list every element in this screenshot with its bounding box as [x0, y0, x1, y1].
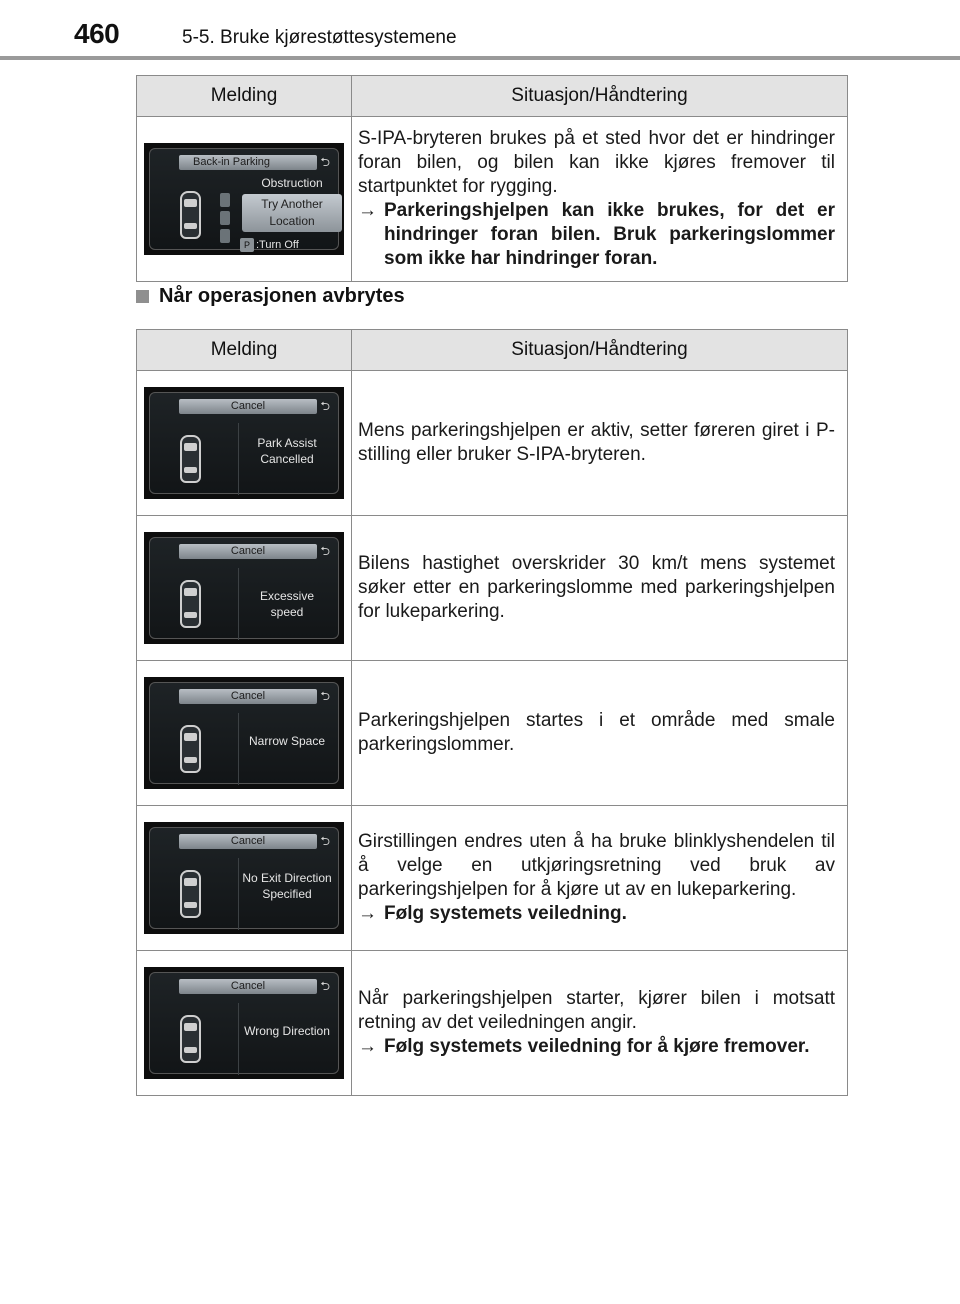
- situation-cell: [352, 117, 848, 282]
- header-rule: [0, 56, 960, 60]
- screen-frame: [149, 682, 339, 784]
- return-icon: ⮌: [320, 979, 330, 993]
- message-screen-cell: [137, 951, 352, 1096]
- arrow-icon: →: [358, 903, 377, 924]
- situation-cell: [352, 806, 848, 951]
- screen-message: Excessive speed: [259, 589, 315, 619]
- situation-cell: [352, 516, 848, 661]
- situation-cell: [352, 661, 848, 806]
- message-screen-cell: [137, 117, 352, 282]
- return-icon: ⮌: [320, 689, 330, 703]
- try-another-location-button: Try Another Location: [242, 194, 342, 232]
- action-text: Følg systemets veiledning for å kjøre fremover.: [384, 1036, 810, 1057]
- action-instruction: [358, 902, 835, 926]
- table-row: [137, 117, 848, 282]
- situation-text: Når parkeringshjelpen starter, kjører bilen i motsatt retning av det veiledningen angir.: [358, 988, 835, 1033]
- column-header-melding: Melding: [137, 330, 352, 371]
- table-row: [137, 661, 848, 806]
- arrow-icon: →: [358, 200, 377, 221]
- page-number: 460: [74, 18, 120, 49]
- return-icon: ⮌: [320, 544, 330, 558]
- message-screen-cell: [137, 516, 352, 661]
- subheading: [136, 285, 405, 308]
- message-screen-cell: [137, 661, 352, 806]
- screen-divider: [238, 713, 239, 785]
- screen-divider: [238, 423, 239, 495]
- screen-frame: [149, 148, 339, 250]
- screen-message: Wrong Direction: [244, 1024, 330, 1038]
- no-exit-direction-screen-image: [144, 822, 344, 934]
- screen-frame: [149, 827, 339, 929]
- screen-title-bar: Cancel: [179, 544, 317, 559]
- screen-title-bar: Back-in Parking: [179, 155, 317, 170]
- action-instruction: [358, 199, 835, 271]
- action-text: Følg systemets veiledning.: [384, 903, 627, 924]
- column-header-situasjon: Situasjon/Håndtering: [352, 330, 848, 371]
- return-icon: ⮌: [320, 399, 330, 413]
- situation-text: Girstillingen endres uten å ha bruke blinklyshendelen til å velge en utkjøringsretning ved bruk av parkeringshjelpen for å kjøre ut av en lukeparkering.: [358, 831, 835, 900]
- screen-title-bar: Cancel: [179, 979, 317, 994]
- situation-text: Parkeringshjelpen startes i et område med smale parkeringslommer.: [358, 710, 835, 755]
- screen-frame: [149, 972, 339, 1074]
- excessive-speed-screen-image: [144, 532, 344, 644]
- screen-frame: [149, 537, 339, 639]
- situation-text: Mens parkeringshjelpen er aktiv, setter føreren giret i P-stilling eller bruker S-IPA-bryteren.: [358, 420, 835, 465]
- car-icon: [180, 435, 201, 483]
- table-header-row: [137, 76, 848, 117]
- turn-off-label: :Turn Off: [256, 239, 299, 251]
- car-icon: [180, 191, 201, 239]
- car-icon: [180, 725, 201, 773]
- square-bullet-icon: [136, 290, 149, 303]
- column-header-situasjon: Situasjon/Håndtering: [352, 76, 848, 117]
- return-icon: ⮌: [320, 834, 330, 848]
- park-assist-cancelled-screen-image: [144, 387, 344, 499]
- wrong-direction-screen-image: [144, 967, 344, 1079]
- table-row: [137, 516, 848, 661]
- screen-message: Park Assist Cancelled: [257, 436, 317, 466]
- car-icon: [180, 1015, 201, 1063]
- message-screen-cell: [137, 371, 352, 516]
- column-header-melding: Melding: [137, 76, 352, 117]
- car-icon: [180, 580, 201, 628]
- table-row: [137, 951, 848, 1096]
- sensor-icon: [220, 229, 230, 243]
- action-text: Parkeringshjelpen kan ikke brukes, for det er hindringer foran bilen. Bruk parkeringslommer som ikke har hindringer foran.: [384, 200, 835, 269]
- situation-cell: [352, 371, 848, 516]
- screen-title-bar: Cancel: [179, 689, 317, 704]
- message-table-1: [136, 75, 848, 282]
- table-row: [137, 371, 848, 516]
- screen-message: Narrow Space: [248, 734, 326, 748]
- table-row: [137, 806, 848, 951]
- situation-text: S-IPA-bryteren brukes på et sted hvor det er hindringer foran bilen, og bilen kan ikke kjøres fremover til startpunktet for rygging.: [358, 128, 835, 197]
- message-table-2: [136, 329, 848, 1096]
- sensor-icon: [220, 211, 230, 225]
- obstruction-label: Obstruction: [261, 176, 323, 190]
- parking-icon: P: [240, 238, 254, 252]
- table-header-row: [137, 330, 848, 371]
- page-header: [0, 0, 960, 58]
- screen-title-bar: Cancel: [179, 399, 317, 414]
- narrow-space-screen-image: [144, 677, 344, 789]
- message-screen-cell: [137, 806, 352, 951]
- car-icon: [180, 870, 201, 918]
- screen-message: No Exit Direction Specified: [242, 871, 332, 901]
- situation-cell: [352, 951, 848, 1096]
- arrow-icon: →: [358, 1036, 377, 1057]
- screen-divider: [238, 568, 239, 640]
- situation-text: Bilens hastighet overskrider 30 km/t mens systemet søker etter en parkeringslomme med parkeringshjelpen for lukeparkering.: [358, 553, 835, 622]
- return-icon: ⮌: [320, 155, 330, 169]
- sensor-icon: [220, 193, 230, 207]
- screen-title-bar: Cancel: [179, 834, 317, 849]
- action-instruction: [358, 1035, 835, 1059]
- screen-divider: [238, 1003, 239, 1075]
- subheading-text: Når operasjonen avbrytes: [159, 285, 405, 307]
- section-title: 5-5. Bruke kjørestøttesystemene: [182, 27, 457, 48]
- screen-divider: [238, 858, 239, 930]
- obstruction-screen-image: [144, 143, 344, 255]
- screen-frame: [149, 392, 339, 494]
